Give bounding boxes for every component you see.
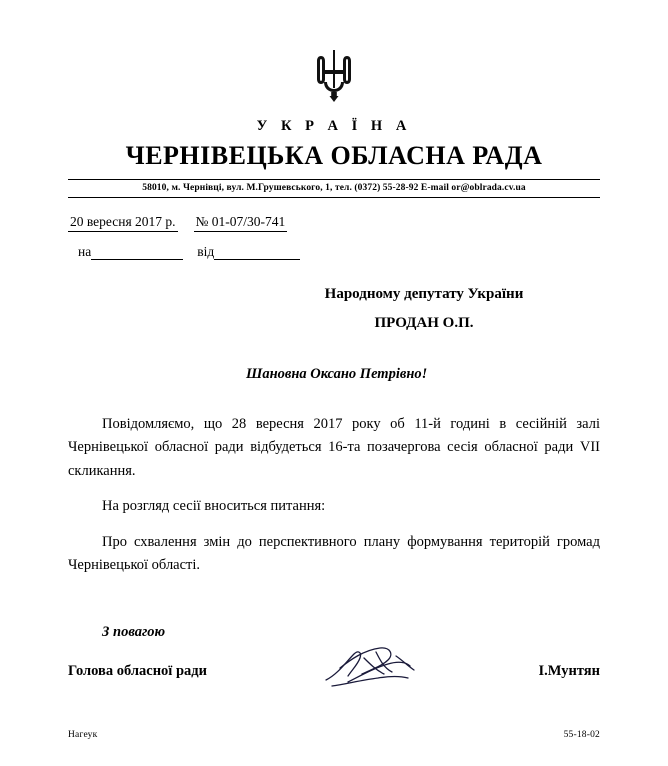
- body-paragraph-3: Про схвалення змін до перспективного плану формування територій громад Чернівецької області.: [68, 533, 600, 574]
- footer-executor: Нагеук: [68, 730, 98, 740]
- vid-label: від: [197, 244, 215, 259]
- letter-body: [68, 413, 600, 578]
- signature-row: [68, 663, 600, 680]
- salutation: Шановна Оксано Петрівно!: [246, 366, 428, 382]
- ukraine-trident-icon: [314, 48, 354, 104]
- addressee-line-1: Народному депутату України: [324, 286, 524, 302]
- addressee-line-2: ПРОДАН О.П.: [374, 315, 474, 331]
- reference-line-date: [68, 214, 600, 232]
- header-rule-thin: [68, 197, 600, 198]
- document-number: № 01-07/30-741: [194, 214, 288, 232]
- contacts-line: 58010, м. Чернівці, вул. М.Грушевського, 1, тел. (0372) 55-28-92 E-mail or@oblrada.cv.ua: [142, 183, 526, 193]
- reference-block: [68, 214, 600, 260]
- body-paragraph-1: Повідомляємо, що 28 вересня 2017 року об 11-й годині в сесійній залі Чернівецької обласної ради відбудеться 16-та позачергова сесія обласної ради VII скликання.: [68, 416, 600, 479]
- document-footer: [68, 730, 600, 740]
- na-label: на: [78, 244, 92, 259]
- body-paragraph-2: На розгляд сесії вноситься питання:: [102, 498, 326, 515]
- na-blank-line: [91, 247, 183, 260]
- vid-blank-line: [214, 247, 300, 260]
- emblem-container: [68, 0, 600, 109]
- reference-line-reply: [78, 244, 600, 260]
- signer-name: І.Мунтян: [538, 662, 600, 679]
- country-name: У К Р А Ї Н А: [256, 118, 412, 134]
- organization-title: ЧЕРНІВЕЦЬКА ОБЛАСНА РАДА: [125, 141, 543, 170]
- addressee-block: [68, 286, 600, 332]
- document-date: 20 вересня 2017 р.: [68, 214, 178, 232]
- header-rule: [68, 179, 600, 180]
- footer-code: 55-18-02: [563, 730, 600, 740]
- signer-position: Голова обласної ради: [68, 662, 207, 679]
- regards-line: З повагою: [102, 623, 166, 640]
- handwritten-signature-icon: [318, 644, 428, 692]
